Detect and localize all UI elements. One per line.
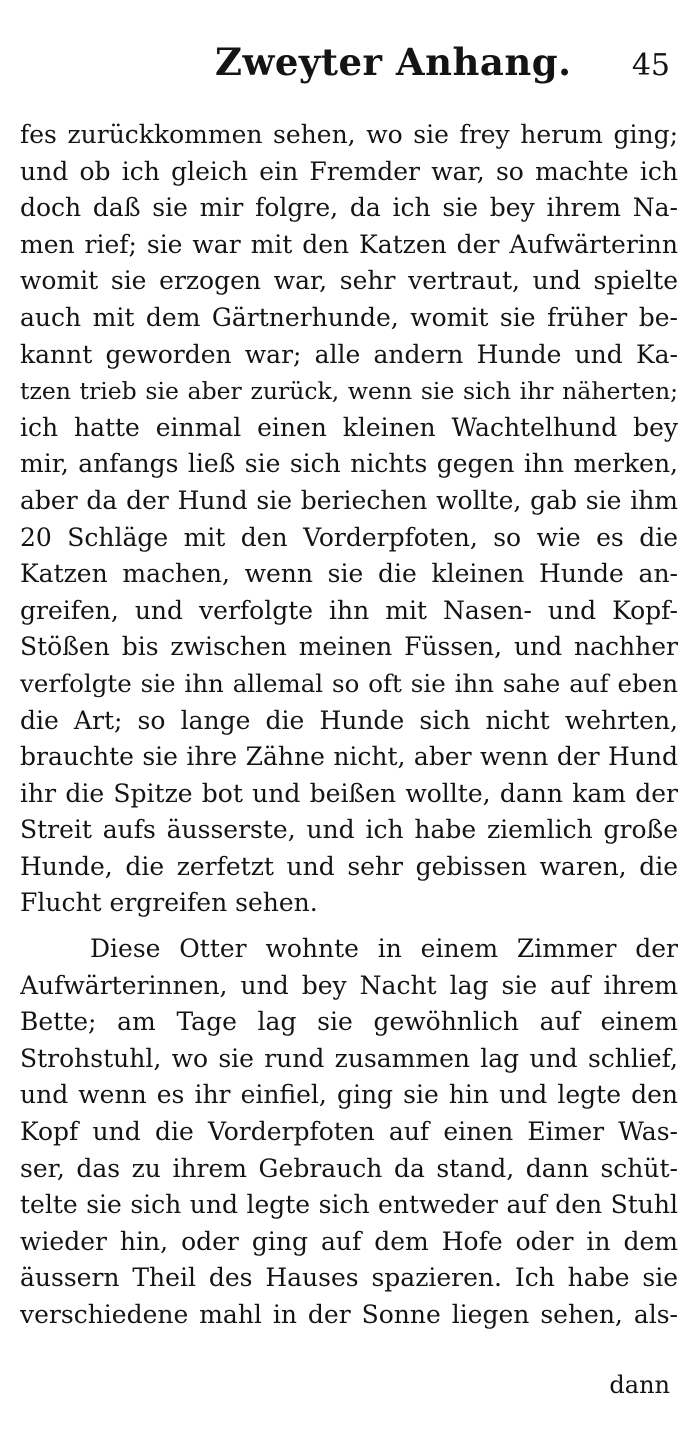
text-line: ich hatte einmal einen kleinen Wachtelhund bey [20, 412, 678, 442]
text-line: brauchte sie ihre Zähne nicht, aber wenn der Hund [20, 742, 678, 772]
text-line: Diese Otter wohnte in einem Zimmer der [90, 934, 678, 963]
text-line: und ob ich gleich ein Fremder war, so machte ich [20, 156, 678, 186]
text-line: greifen, und verfolgte ihn mit Nasen- und Kopf- [20, 595, 678, 625]
text-line: fes zurückkommen sehen, wo sie frey herum ging; [20, 120, 678, 149]
page-header [0, 40, 700, 100]
text-line: Bette; am Tage lag sie gewöhnlich auf einem [20, 1007, 678, 1037]
text-line: Kopf und die Vorderpfoten auf einen Eimer Was- [20, 1116, 678, 1146]
text-line: verschiedene mahl in der Sonne liegen sehen, als- [20, 1299, 678, 1329]
text-line: kannt geworden war; alle andern Hunde und Ka- [20, 339, 678, 369]
text-line: Flucht ergreifen sehen. [20, 888, 318, 918]
text-line: äussern Theil des Hauses spazieren. Ich habe sie [20, 1263, 678, 1293]
paragraph-2 [20, 931, 678, 1334]
text-line: doch daß sie mir folgre, da ich sie bey ihrem Na- [20, 193, 678, 223]
text-line: men rief; sie war mit den Katzen der Aufwärterinn [20, 229, 678, 259]
text-line: aber da der Hund sie beriechen wollte, gab sie ihm [20, 485, 678, 515]
text-line: Katzen machen, wenn sie die kleinen Hunde an- [20, 559, 678, 589]
text-line: verfolgte sie ihn allemal so oft sie ihn sahe auf eben [20, 668, 678, 698]
text-line: auch mit dem Gärtnerhunde, womit sie früher be- [20, 302, 678, 332]
running-title: Zweyter Anhang. [215, 40, 572, 84]
text-line: mir, anfangs ließ sie sich nichts gegen ihn merken, [20, 449, 678, 479]
text-line: die Art; so lange die Hunde sich nicht wehrten, [20, 705, 678, 735]
text-line: ser, das zu ihrem Gebrauch da stand, dann schüt- [20, 1153, 678, 1183]
page-number: 45 [631, 48, 670, 83]
text-line: womit sie erzogen war, sehr vertraut, und spielte [20, 266, 678, 296]
catchword: dann [609, 1371, 670, 1399]
text-line: telte sie sich und legte sich entweder auf den Stuhl [20, 1190, 678, 1220]
text-line: und wenn es ihr einfiel, ging sie hin und legte den [20, 1080, 678, 1110]
paragraph-1 [20, 117, 678, 922]
text-line: Hunde, die zerfetzt und sehr gebissen waren, die [20, 851, 678, 881]
text-line: Streit aufs äusserste, und ich habe ziemlich große [20, 815, 678, 845]
text-line: tzen trieb sie aber zurück, wenn sie sich ihr näherten; [20, 377, 678, 406]
text-line: Stößen bis zwischen meinen Füssen, und nachher [20, 632, 678, 662]
text-line: 20 Schläge mit den Vorderpfoten, so wie es die [20, 522, 678, 552]
text-line: wieder hin, oder ging auf dem Hofe oder in dem [20, 1226, 678, 1256]
text-line: ihr die Spitze bot und beißen wollte, dann kam der [20, 778, 678, 808]
text-line: Strohstuhl, wo sie rund zusammen lag und schlief, [20, 1043, 678, 1073]
text-line: Aufwärterinnen, und bey Nacht lag sie auf ihrem [20, 970, 678, 1000]
